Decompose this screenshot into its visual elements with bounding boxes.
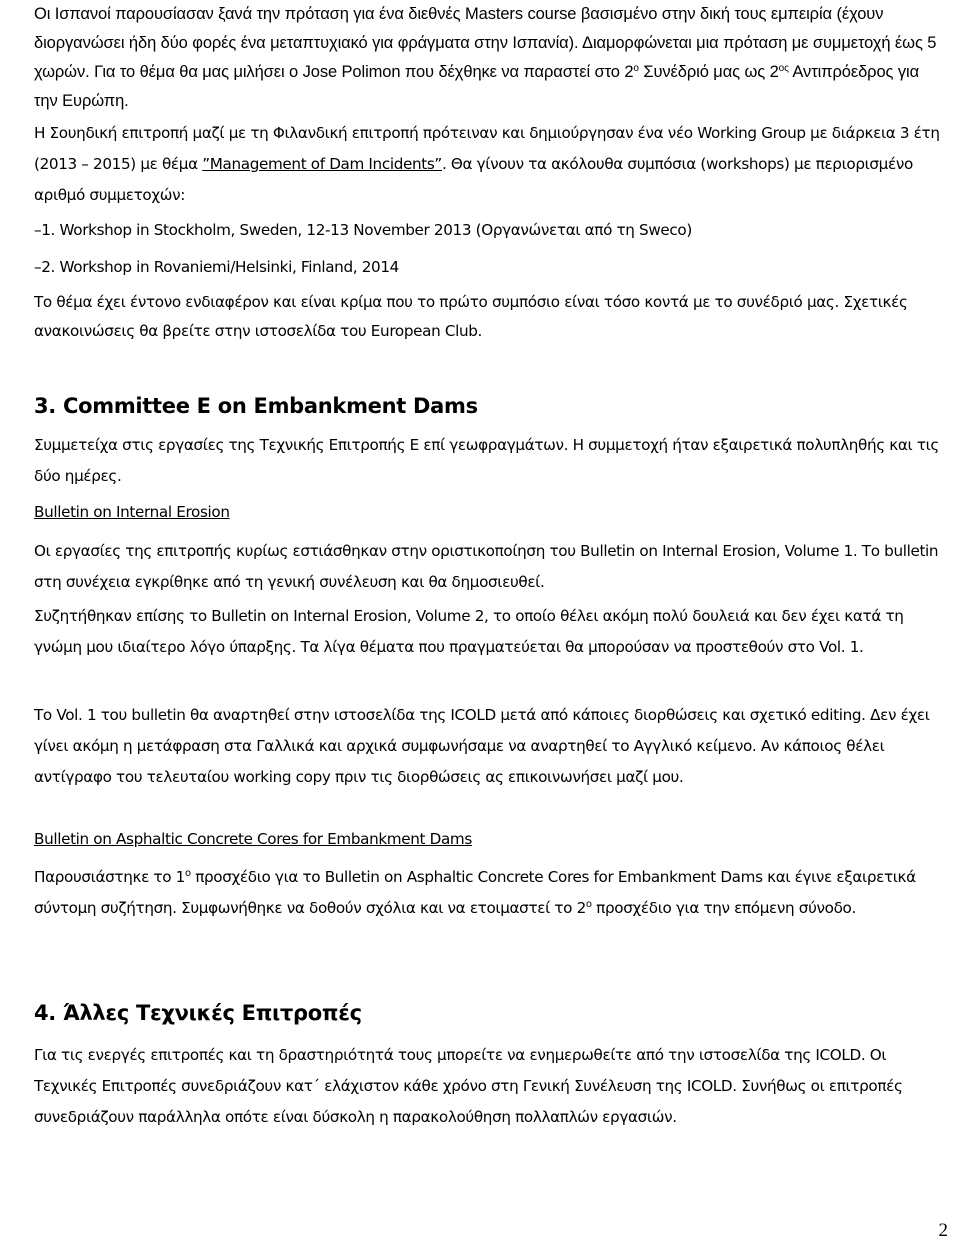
subheading-asphaltic-cores: Bulletin on Asphaltic Concrete Cores for Embankment Dams <box>34 830 472 848</box>
text-span: προσχέδιο για το Bulletin on Asphaltic Concrete Cores for Embankment Dams και έγινε εξαιρετικά σύντομη συζήτηση. Συμφωνήθηκε να δοθούν σχόλια και να ετοιμαστεί το 2 <box>34 868 916 917</box>
text-span: Αντιπρόεδρος για την Ευρώπη. <box>34 63 920 110</box>
paragraph-other-committees: Για τις ενεργές επιτροπές και τη δραστηριότητά τους μπορείτε να ενημερωθείτε από την ιστοσελίδα της ICOLD. Οι Τεχνικές Επιτροπές συνεδριάζουν κατ΄ ελάχιστον κάθε χρόνο στη Γενική Συνέλευση της ICOLD. Συνήθως οι επιτροπές συνεδριάζουν παράλληλα οπότε είναι δύσκολη η παρακολούθηση πολλαπλών εργασιών. <box>34 1046 903 1126</box>
paragraph-vol1-publication: Το Vol. 1 του bulletin θα αναρτηθεί στην ιστοσελίδα της ICOLD μετά από κάποιες διορθώσεις και σχετικό editing. Δεν έχει γίνει ακόμη η μετάφραση στα Γαλλικά και αρχικά συμφωνήσαμε να αναρτηθεί το Αγγλικό κείμενο. Αν κάποιος θέλει αντίγραφο του τελευταίου working copy πριν τις διορθώσεις ας επικοινωνήσει μαζί μου. <box>34 706 930 786</box>
superscript: ο <box>633 63 639 74</box>
paragraph-internal-erosion-vol2: Συζητήθηκαν επίσης το Bulletin on Internal Erosion, Volume 2, το οποίο θέλει ακόμη πολύ δουλειά και δεν έχει κατά τη γνώμη μου ιδιαίτερο λόγο ύπαρξης. Τα λίγα θέματα που πραγματεύεται θα μπορούσαν να προστεθούν στο Vol. 1. <box>34 607 904 656</box>
text-span: Οι Ισπανοί παρουσίασαν ξανά την πρόταση για ένα διεθνές Masters course βασισμένο στην δική τους εμπειρία (έχουν διοργανώσει ήδη δύο φορές ένα μεταπτυχιακό για φράγματα στην Ισπανία). Διαμορφώνεται μια πρόταση με συμμετοχή έως 5 χωρών. Για το θέμα θα μας μιλήσει ο Jose Polimon που δέχθηκε να παραστεί στο 2 <box>34 5 937 81</box>
text-span: προσχέδιο για την επόμενη σύνοδο. <box>591 899 856 917</box>
paragraph-announcements: Το θέμα έχει έντονο ενδιαφέρον και είναι κρίμα που το πρώτο συμπόσιο είναι τόσο κοντά με το συνέδριό μας. Σχετικές ανακοινώσεις θα βρείτε στην ιστοσελίδα του European Club. <box>34 293 908 340</box>
subheading-internal-erosion: Bulletin on Internal Erosion <box>34 503 230 521</box>
superscript: ος <box>778 63 789 74</box>
paragraph-internal-erosion-vol1: Οι εργασίες της επιτροπής κυρίως εστιάσθηκαν στην οριστικοποίηση του Bulletin on Internal Erosion, Volume 1. Το bulletin στη συνέχεια εγκρίθηκε από τη γενική συνέλευση και θα δημοσιευθεί. <box>34 542 939 591</box>
section-4-heading: 4. Άλλες Τεχνικές Επιτροπές <box>34 1001 362 1025</box>
workshop-item-2: –2. Workshop in Rovaniemi/Helsinki, Finland, 2014 <box>34 258 399 276</box>
superscript: ο <box>184 868 191 879</box>
section-3-heading: 3. Committee E on Embankment Dams <box>34 394 478 418</box>
workshop-item-1: –1. Workshop in Stockholm, Sweden, 12-13 November 2013 (Οργανώνεται από τη Sweco) <box>34 221 692 239</box>
page-number: 2 <box>938 1220 948 1241</box>
paragraph-asphaltic-cores <box>34 862 946 924</box>
working-group-topic: ”Management of Dam Incidents” <box>202 155 442 173</box>
text-span: Συνέδριό μας ως 2 <box>638 63 779 81</box>
paragraph-masters-course <box>34 0 946 116</box>
superscript: ο <box>585 899 592 910</box>
paragraph-committee-intro: Συμμετείχα στις εργασίες της Τεχνικής Επιτροπής Ε επί γεωφραγμάτων. Η συμμετοχή ήταν εξαιρετικά πολυπληθής και τις δύο ημέρες. <box>34 436 939 485</box>
text-span: . Θα γίνουν τα ακόλουθα συμπόσια (workshops) με περιορισμένο αριθμό συμμετοχών: <box>34 155 913 204</box>
text-span: Η Σουηδική επιτροπή μαζί με τη Φιλανδική επιτροπή πρότειναν και δημιούργησαν ένα νέο Working Group με διάρκεια 3 έτη (2013 – 2015) με θέμα <box>34 124 940 173</box>
text-span: Παρουσιάστηκε το 1 <box>34 868 185 886</box>
paragraph-working-group <box>34 118 946 211</box>
